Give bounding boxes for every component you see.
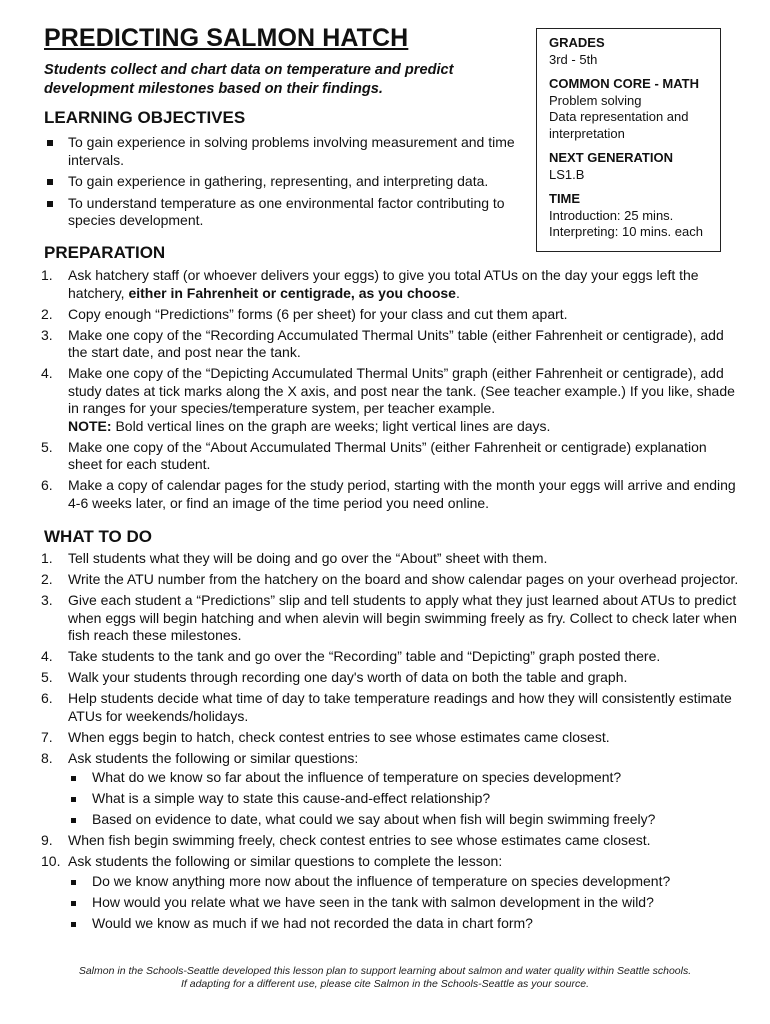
question-list xyxy=(68,769,744,829)
list-item: To gain experience in gathering, representing, and interpreting data. xyxy=(44,173,534,191)
list-item: 10. Ask students the following or similar questions to complete the lesson: Do we know anything more now about the influence of temperature on species development? How would you relate what we have seen in the tank with salmon development in the wild? Would we know as much if we had not recorded the data in chart form? xyxy=(44,853,744,932)
list-item: 2. Write the ATU number from the hatchery on the board and show calendar pages on your overhead projector. xyxy=(41,571,739,587)
list-item: 8. Ask students the following or similar questions: What do we know so far about the influence of temperature on species development? What is a simple way to state this cause-and-effect relationship? Based on evidence to date, what could we say about when fish will begin swimming freely? xyxy=(44,750,744,829)
objectives-list xyxy=(44,134,534,234)
list-item: To understand temperature as one environmental factor contributing to species development. xyxy=(44,195,534,230)
ngss-value: LS1.B xyxy=(549,166,585,182)
list-item: 6. Make a copy of calendar pages for the study period, starting with the month your eggs will arrive and ending 4-6 weeks later, or find an image of the time period you need online. xyxy=(41,477,736,511)
what-to-do-list xyxy=(41,550,744,936)
objectives-heading: LEARNING OBJECTIVES xyxy=(44,108,246,127)
question-item: Do we know anything more now about the influence of temperature on species development? xyxy=(68,873,744,891)
time-item: Introduction: 25 mins. xyxy=(549,207,674,223)
list-item: 6. Help students decide what time of day to take temperature readings and how they will consistently estimate ATUs for weekends/holidays. xyxy=(41,690,732,724)
list-item: 3. Give each student a “Predictions” slip and tell students to apply what they just learned about ATUs to predict when eggs will begin hatching and when alevin will begin swimming freely as fry. Collect to check later when fish reach these milestones. xyxy=(41,592,737,643)
footer-line: Salmon in the Schools-Seattle developed this lesson plan to support learning about salmon and water quality within Seattle schools. xyxy=(78,965,692,977)
preparation-heading: PREPARATION xyxy=(44,243,166,262)
question-item: How would you relate what we have seen in the tank with salmon development in the wild? xyxy=(68,894,744,912)
footer-line: If adapting for a different use, please cite Salmon in the Schools-Seattle as your source. xyxy=(181,978,589,990)
question-item: What do we know so far about the influence of temperature on species development? xyxy=(68,769,744,787)
grades-label: GRADES xyxy=(549,35,605,50)
question-item: Would we know as much if we had not recorded the data in chart form? xyxy=(68,915,744,933)
common-core-item: Problem solving xyxy=(549,92,642,108)
what-to-do-heading: WHAT TO DO xyxy=(44,527,152,546)
time-item: Interpreting: 10 mins. each xyxy=(549,224,703,239)
list-item: 9. When fish begin swimming freely, check contest entries to see whose estimates came closest. xyxy=(41,832,651,848)
list-item: 1. Ask hatchery staff (or whoever delivers your eggs) to give you total ATUs on the day your eggs left the hatchery, either in Fahrenheit or centigrade, as you choose. xyxy=(41,267,699,301)
list-item: 1. Tell students what they will be doing and go over the “About” sheet with them. xyxy=(41,550,548,566)
common-core-item: interpretation xyxy=(549,125,625,141)
footer-citation xyxy=(0,965,770,991)
common-core-item: Data representation and xyxy=(549,109,689,124)
lesson-info-box xyxy=(536,28,721,252)
question-list xyxy=(68,873,744,933)
emphasis-text: either in Fahrenheit or centigrade, as you choose xyxy=(128,284,456,301)
list-item: To gain experience in solving problems involving measurement and time intervals. xyxy=(44,134,534,169)
list-item: 2. Copy enough “Predictions” forms (6 per sheet) for your class and cut them apart. xyxy=(41,305,568,322)
preparation-list xyxy=(41,267,744,516)
question-item: Based on evidence to date, what could we say about when fish will begin swimming freely? xyxy=(68,811,744,829)
list-item: 5. Walk your students through recording one day's worth of data on both the table and graph. xyxy=(41,669,628,685)
list-item: 4. Take students to the tank and go over the “Recording” table and “Depicting” graph posted there. xyxy=(41,648,661,664)
note-label: NOTE: xyxy=(68,417,112,434)
page-title: PREDICTING SALMON HATCH xyxy=(44,24,409,52)
question-item: What is a simple way to state this cause-and-effect relationship? xyxy=(68,790,744,808)
ngss-label: NEXT GENERATION xyxy=(549,150,673,165)
list-item: 4. Make one copy of the “Depicting Accumulated Thermal Units” graph (either Fahrenheit or centigrade), add study dates at tick marks along the X axis, and post near the tank. (See teacher example.) If you like, shade in ranges for your species/temperature system, per teacher example. NOTE: Bold vertical lines on the graph are weeks; light vertical lines are days. xyxy=(41,365,735,434)
list-item: 7. When eggs begin to hatch, check contest entries to see whose estimates came closest. xyxy=(41,728,610,745)
page-subtitle: Students collect and chart data on temperature and predict development milestones based on their findings. xyxy=(44,62,454,97)
list-item: 5. Make one copy of the “About Accumulated Thermal Units” (either Fahrenheit or centigrade) explanation sheet for each student. xyxy=(41,438,707,472)
time-label: TIME xyxy=(549,191,581,206)
common-core-label: COMMON CORE - MATH xyxy=(549,76,699,91)
grades-value: 3rd - 5th xyxy=(549,51,598,67)
list-item: 3. Make one copy of the “Recording Accumulated Thermal Units” table (either Fahrenheit or centigrade), add the start date, and post near the tank. xyxy=(41,326,724,360)
